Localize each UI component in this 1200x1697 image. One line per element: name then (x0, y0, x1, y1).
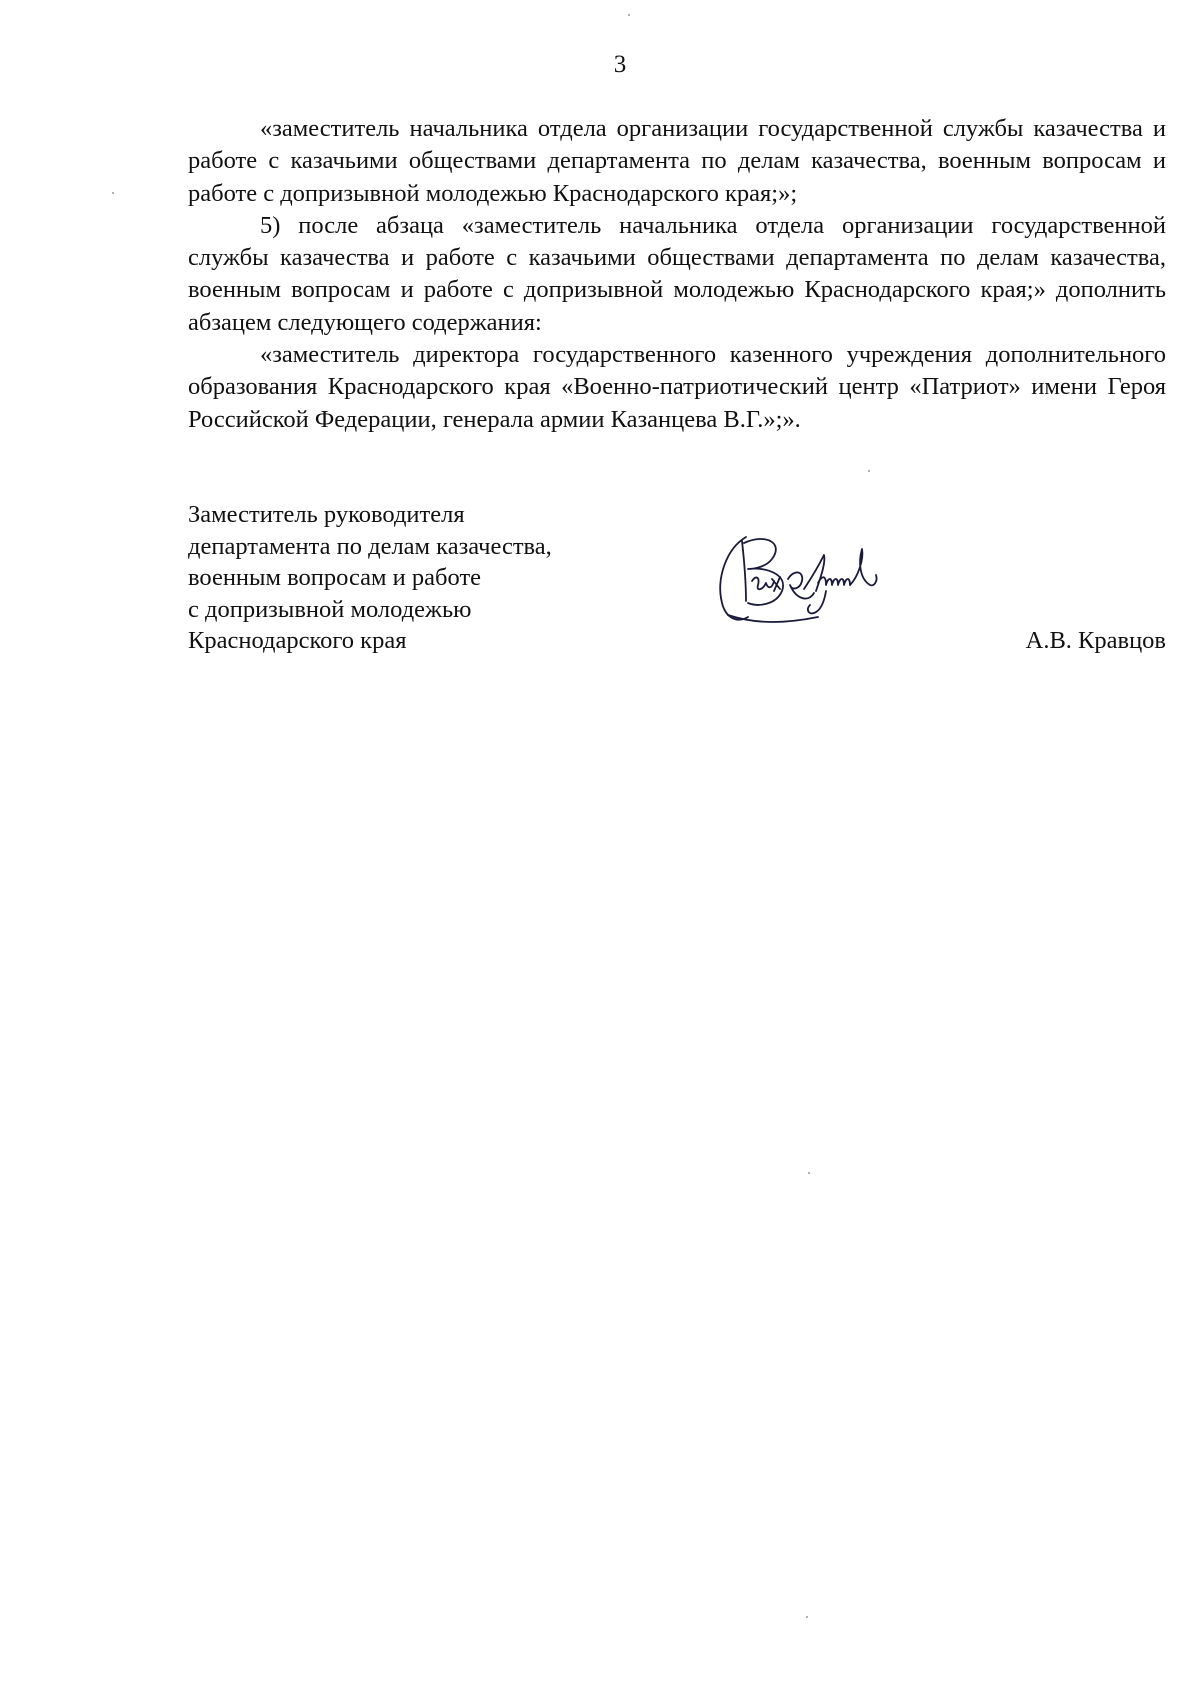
signatory-name: А.В. Кравцов (1025, 627, 1166, 654)
paragraph-2: 5) после абзаца «заместитель начальника отдела организации государственной службы казачества и работе с казачьими обществами департамента по делам казачества, военным вопросам и работе с допризывной молодежью Краснодарского края;» дополнить абзацем следующего содержания: (188, 211, 1166, 336)
scan-speck (808, 1172, 810, 1174)
handwritten-signature-icon (708, 519, 888, 649)
signatory-title-line: департамента по делам казачества, (188, 532, 552, 560)
scan-speck (806, 1616, 808, 1618)
scan-speck (112, 192, 114, 194)
paragraph-3: «заместитель директора государственного казенного учреждения дополнительного образования Краснодарского края «Военно-патриотический центр «Патриот» имени Героя Российской Федерации, генерала армии Казанцева В.Г.»;». (188, 341, 1166, 433)
signatory-title-line: военным вопросам и работе (188, 564, 482, 591)
signature-block (188, 499, 1166, 659)
signatory-title (188, 499, 648, 657)
signatory-title-line: Заместитель руководителя (188, 501, 465, 528)
page-number: 3 (613, 51, 627, 78)
scan-speck (868, 470, 870, 472)
document-body (188, 113, 1166, 436)
scan-speck (628, 14, 630, 16)
signatory-title-line: с допризывной молодежью (188, 595, 472, 623)
paragraph-1: «заместитель начальника отдела организации государственной службы казачества и работе с казачьими обществами департамента по делам казачества, военным вопросам и работе с допризывной молодежью Краснодарского края;»; (188, 115, 1166, 207)
signatory-title-line: Краснодарского края (188, 627, 407, 654)
